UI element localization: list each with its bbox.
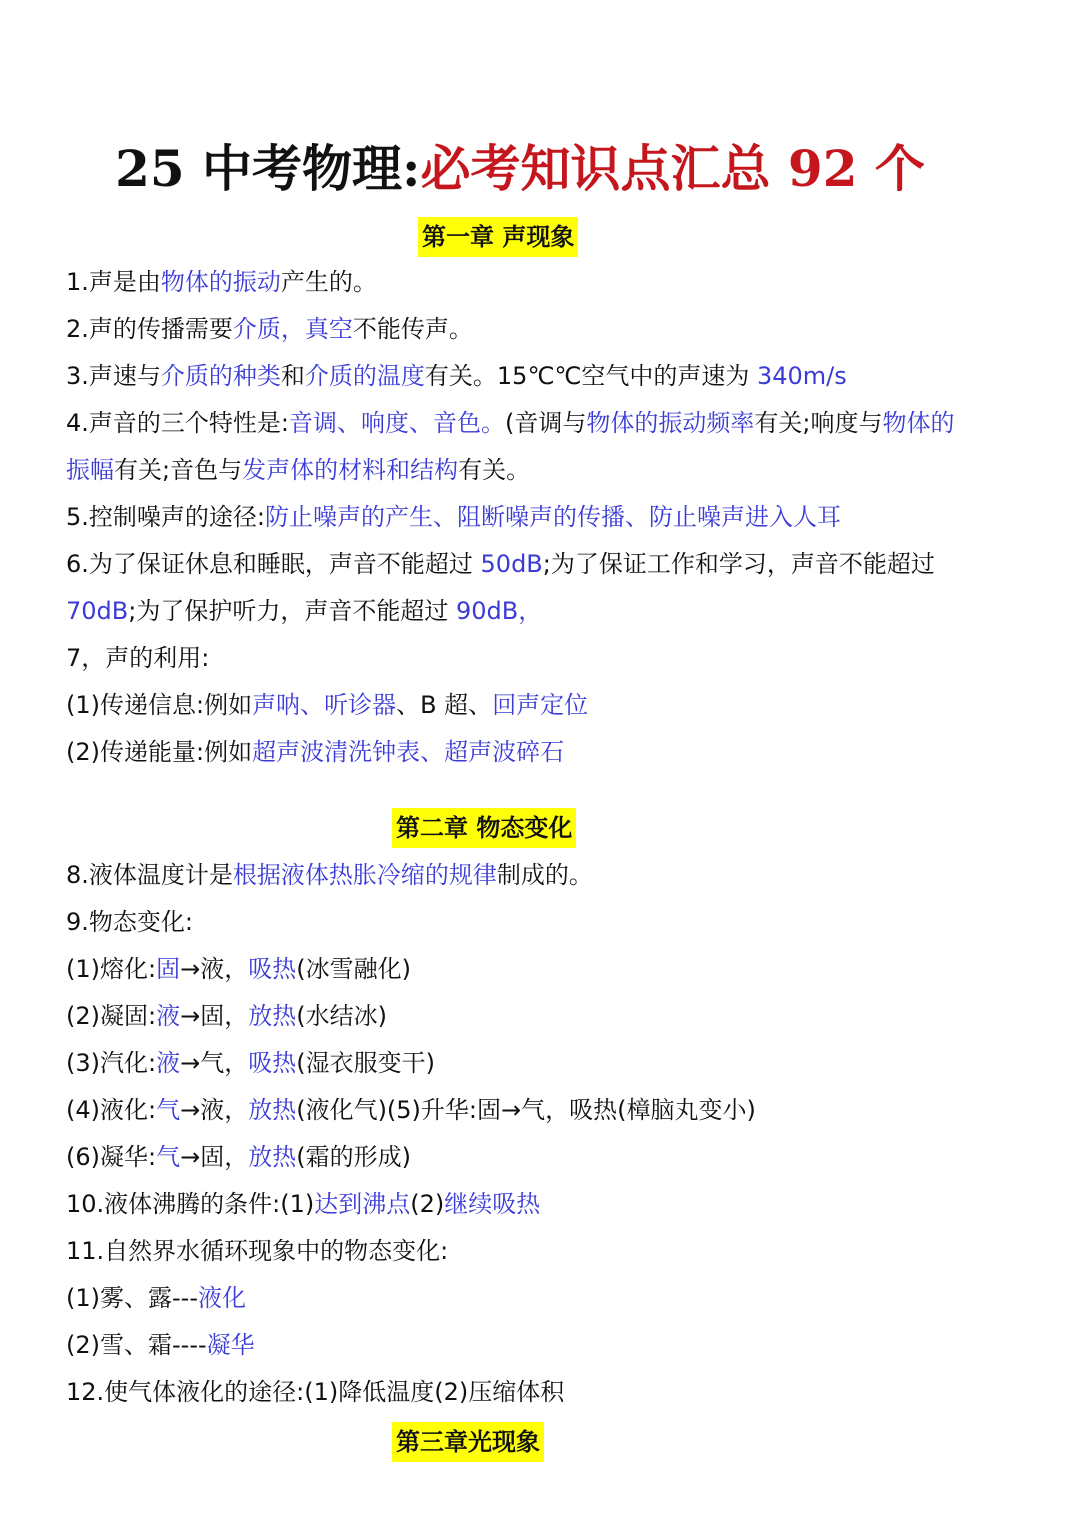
- plain-text: 9.物态变化:: [66, 908, 193, 936]
- text-line: [66, 683, 1026, 727]
- highlight-text: 放热: [248, 1143, 297, 1171]
- text-line: [66, 853, 1026, 897]
- plain-text: 有关。: [458, 456, 531, 484]
- plain-text: (1)雾、露---: [66, 1284, 198, 1312]
- highlight-text: 继续吸热: [444, 1190, 541, 1218]
- highlight-text: 声呐、听诊器: [252, 691, 397, 719]
- text-line: [66, 1370, 1026, 1414]
- page-title: [0, 134, 1040, 204]
- text-line: [66, 1229, 1026, 1273]
- highlight-text: 放热: [248, 1096, 297, 1124]
- plain-text: 有关。15℃℃空气中的声速为: [424, 362, 757, 390]
- highlight-text: 防止噪声的产生、阻断噪声的传播、防止噪声进入人耳: [264, 503, 841, 531]
- text-line: [66, 401, 1026, 445]
- plain-text: ;为了保证工作和学习，声音不能超过: [542, 550, 935, 578]
- plain-text: (冰雪融化): [296, 955, 411, 983]
- text-line: [66, 307, 1026, 351]
- plain-text: 制成的。: [496, 861, 593, 889]
- highlight-text: 介质的种类: [160, 362, 281, 390]
- text-line: [66, 1041, 1026, 1085]
- plain-text: 2.声的传播需要: [66, 315, 233, 343]
- highlight-text: 达到沸点: [314, 1190, 411, 1218]
- highlight-text: 气: [156, 1143, 181, 1171]
- highlight-text: 固: [156, 955, 181, 983]
- plain-text: →气，: [180, 1049, 249, 1077]
- chapter-heading-2: 第二章 物态变化: [392, 808, 576, 848]
- text-line: [66, 900, 1026, 944]
- plain-text: (1)熔化:: [66, 955, 157, 983]
- plain-text: (霜的形成): [296, 1143, 411, 1171]
- highlight-text: 介质的温度: [304, 362, 425, 390]
- plain-text: →液，: [180, 955, 249, 983]
- text-line: [66, 1323, 1026, 1367]
- text-line: [66, 542, 1026, 586]
- plain-text: 5.控制噪声的途径:: [66, 503, 265, 531]
- title-highlight: 必考知识点汇总 92 个: [420, 139, 925, 198]
- highlight-text: 振幅: [66, 456, 114, 484]
- plain-text: (4)液化:: [66, 1096, 157, 1124]
- plain-text: (2)凝固:: [66, 1002, 157, 1030]
- plain-text: 6.为了保证休息和睡眠，声音不能超过: [66, 550, 481, 578]
- highlight-text: 物体的: [882, 409, 955, 437]
- highlight-text: 液: [156, 1049, 181, 1077]
- plain-text: 和: [280, 362, 305, 390]
- highlight-text: 70dB: [66, 597, 129, 625]
- plain-text: 4.声音的三个特性是:: [66, 409, 289, 437]
- plain-text: →液，: [180, 1096, 249, 1124]
- chapter-heading-3: 第三章光现象: [392, 1422, 544, 1462]
- plain-text: 3.声速与: [66, 362, 161, 390]
- title-prefix: 25 中考物理:: [115, 139, 421, 198]
- plain-text: (1)传递信息:例如: [66, 691, 253, 719]
- highlight-text: 回声定位: [492, 691, 589, 719]
- highlight-text: 50dB: [480, 550, 543, 578]
- plain-text: →固，: [180, 1143, 249, 1171]
- highlight-text: 气: [156, 1096, 181, 1124]
- highlight-text: 340m/s: [756, 362, 847, 390]
- plain-text: 、B 超、: [396, 691, 493, 719]
- plain-text: 11.自然界水循环现象中的物态变化:: [66, 1237, 449, 1265]
- text-line: [66, 994, 1026, 1038]
- text-line: [66, 1182, 1026, 1226]
- text-line: [66, 730, 1026, 774]
- plain-text: 7，声的利用:: [66, 644, 210, 672]
- plain-text: 12.使气体液化的途径:(1)降低温度(2)压缩体积: [66, 1378, 565, 1406]
- plain-text: →固，: [180, 1002, 249, 1030]
- highlight-text: 吸热: [248, 1049, 297, 1077]
- text-line: [66, 354, 1026, 398]
- plain-text: 不能传声。: [352, 315, 473, 343]
- plain-text: 产生的。: [280, 268, 377, 296]
- highlight-text: 放热: [248, 1002, 297, 1030]
- plain-text: (2)传递能量:例如: [66, 738, 253, 766]
- plain-text: (音调与: [504, 409, 587, 437]
- text-line: [66, 495, 1026, 539]
- highlight-text: 介质，真空: [232, 315, 353, 343]
- plain-text: (液化气)(5)升华:固→气，吸热(樟脑丸变小): [296, 1096, 756, 1124]
- highlight-text: 液: [156, 1002, 181, 1030]
- plain-text: 1.声是由: [66, 268, 161, 296]
- text-line: [66, 636, 1026, 680]
- plain-text: (湿衣服变干): [296, 1049, 435, 1077]
- plain-text: ;为了保护听力，声音不能超过: [128, 597, 456, 625]
- plain-text: 10.液体沸腾的条件:(1): [66, 1190, 315, 1218]
- chapter-heading-1: 第一章 声现象: [418, 217, 578, 257]
- plain-text: (2)雪、霜----: [66, 1331, 207, 1359]
- highlight-text: 液化: [197, 1284, 246, 1312]
- highlight-text: 凝华: [206, 1331, 255, 1359]
- highlight-text: 吸热: [248, 955, 297, 983]
- plain-text: 有关;音色与: [114, 456, 243, 484]
- plain-text: 有关;响度与: [754, 409, 883, 437]
- text-line: [66, 1135, 1026, 1179]
- highlight-text: 物体的振动: [160, 268, 281, 296]
- plain-text: (3)汽化:: [66, 1049, 157, 1077]
- text-line: [66, 448, 1026, 492]
- plain-text: (6)凝华:: [66, 1143, 157, 1171]
- highlight-text: 根据液体热胀冷缩的规律: [232, 861, 497, 889]
- highlight-text: 发声体的材料和结构: [242, 456, 459, 484]
- text-line: [66, 1276, 1026, 1320]
- text-line: [66, 260, 1026, 304]
- highlight-text: 音调、响度、音色。: [288, 409, 505, 437]
- plain-text: 8.液体温度计是: [66, 861, 233, 889]
- plain-text: (2): [410, 1190, 445, 1218]
- highlight-text: 超声波清洗钟表、超声波碎石: [252, 738, 565, 766]
- highlight-text: 物体的振动频率: [586, 409, 755, 437]
- plain-text: (水结冰): [296, 1002, 387, 1030]
- highlight-text: 90dB，: [455, 597, 543, 625]
- text-line: [66, 947, 1026, 991]
- text-line: [66, 1088, 1026, 1132]
- text-line: [66, 589, 1026, 633]
